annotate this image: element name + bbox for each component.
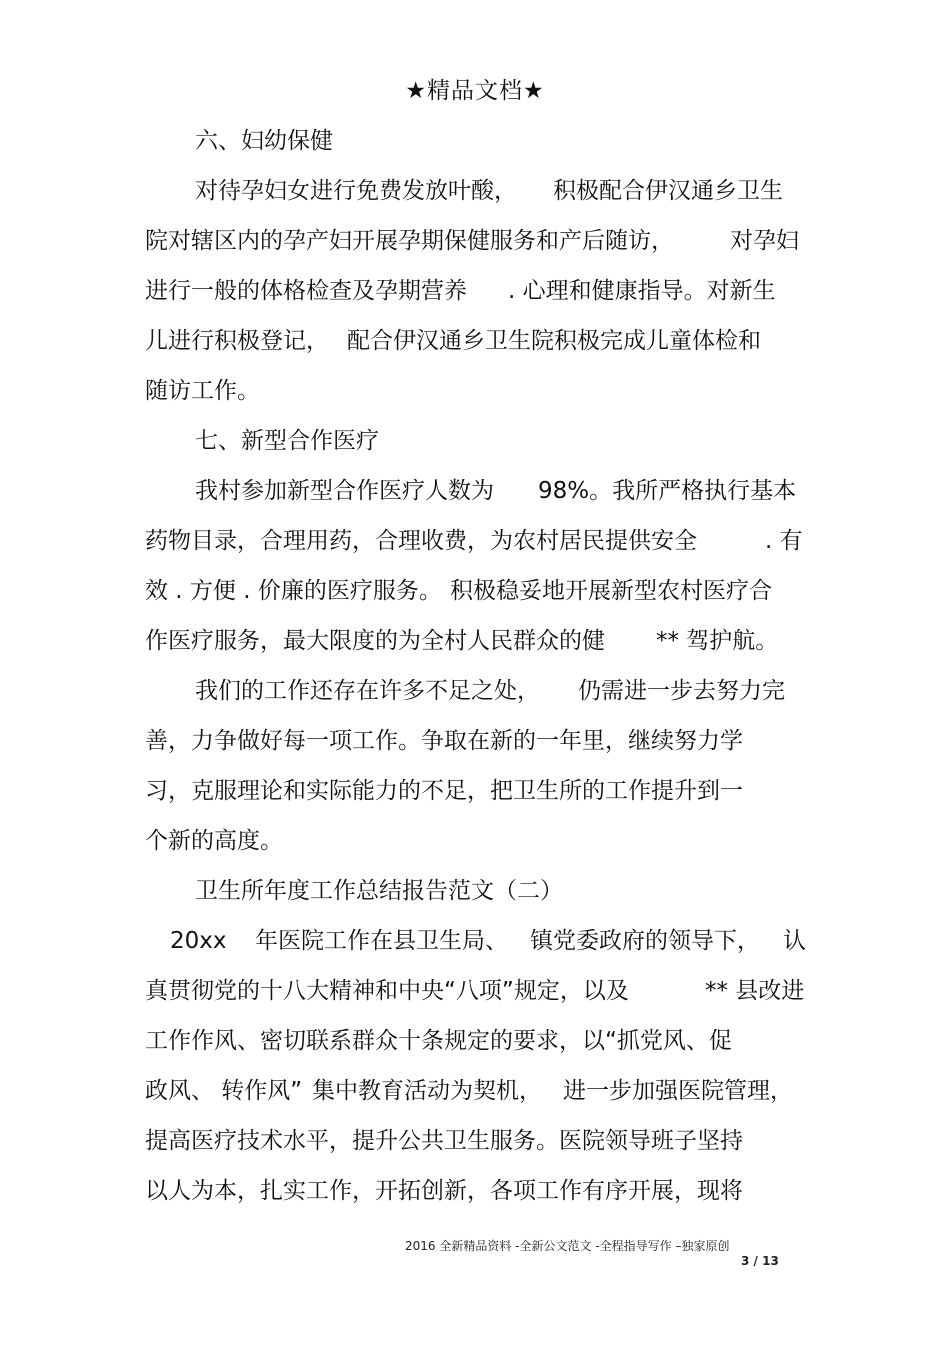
paragraph-line: 积极配合伊汉通乡卫生 [553,178,783,204]
paragraph-line: 习，克服理论和实际能力的不足，把卫生所的工作提升到一 [145,778,743,804]
paragraph-line: 政风、 转作风” [145,1078,303,1104]
paragraph-line: 院对辖区内的孕产妇开展孕期保健服务和产后随访， [145,228,674,254]
paragraph-line: 善，力争做好每一项工作。争取在新的一年里，继续努力学 [145,728,743,754]
paragraph-line: 仍需进一步去努力完 [578,678,785,704]
paragraph-line: 对待孕妇女进行免费发放叶酸， [195,178,517,204]
paragraph-line: 个新的高度。 [145,828,283,854]
paragraph-line: 提高医疗技术水平，提升公共卫生服务。医院领导班子坚持 [145,1128,743,1154]
document-subtitle: 卫生所年度工作总结报告范文（二） [195,878,563,904]
page-number: 3 / 13 [741,1254,779,1268]
paragraph-line: 真贯彻党的十八大精神和中央“八项”规定，以及 [145,978,629,1004]
paragraph-line: . 心理和健康指导。对新生 [508,278,776,304]
paragraph-line: 进一步加强医院管理， [563,1078,793,1104]
paragraph-line: . 有 [765,528,803,554]
section-heading-cooperative-medical: 七、新型合作医疗 [195,428,379,454]
paragraph-line: 配合伊汉通乡卫生院积极完成儿童体检和 [347,328,761,354]
paragraph-line: 随访工作。 [145,378,260,404]
paragraph-line: 我村参加新型合作医疗人数为 [195,478,494,504]
footer-slogan: 2016 全新精品资料 -全新公文范文 -全程指导写作 –独家原创 [405,1239,730,1253]
section-heading-maternal-child: 六、妇幼保健 [195,128,333,154]
paragraph-line: 对孕妇 [730,228,799,254]
paragraph-line: ** 县改进 [705,978,805,1004]
paragraph-line: 20xx [170,928,227,954]
paragraph-line: 集中教育活动为契机， [312,1078,542,1104]
paragraph-line: 药物目录，合理用药，合理收费，为农村居民提供安全 [145,528,697,554]
paragraph-line: 我们的工作还存在许多不足之处， [195,678,540,704]
paragraph-line: 以人为本，扎实工作，开拓创新，各项工作有序开展，现将 [145,1178,743,1204]
paragraph-line: ** 驾护航。 [656,628,779,654]
paragraph-line: 年医院工作在县卫生局、 [255,928,508,954]
paragraph-line: 认 [783,928,806,954]
paragraph-line: 儿进行积极登记， [145,328,329,354]
paragraph-line: 积极稳妥地开展新型农村医疗合 [450,578,772,604]
paragraph-line: 工作作风、密切联系群众十条规定的要求，以“抓党风、促 [145,1028,732,1054]
paragraph-line: 98%。我所严格执行基本 [538,478,797,504]
paragraph-line: 进行一般的体格检查及孕期营养 [145,278,467,304]
paragraph-line: 镇党委政府的领导下， [530,928,760,954]
paragraph-line: 作医疗服务，最大限度的为全村人民群众的健 [145,628,605,654]
paragraph-line: 效 . 方便 . 价廉的医疗服务。 [145,578,442,604]
page-header: ★精品文档★ [405,78,545,104]
